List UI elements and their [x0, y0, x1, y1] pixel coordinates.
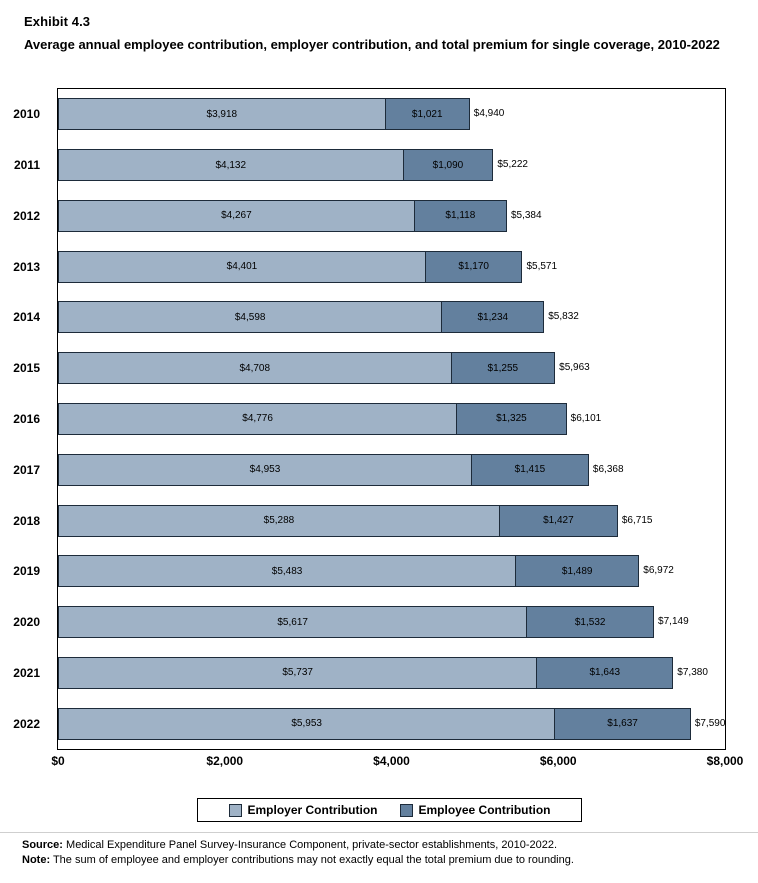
bar-segment-employee: [499, 505, 618, 537]
bar-total-label: $7,149: [658, 616, 689, 628]
bar-row: [13, 241, 725, 292]
x-axis-tick-label: $4,000: [373, 754, 410, 768]
rounding-note: [22, 853, 742, 868]
bar-segment-employer: [58, 251, 425, 283]
legend-item-employee: [400, 803, 551, 817]
bar-rows: [13, 89, 726, 749]
bar-total-label: $6,101: [570, 412, 602, 424]
y-axis-tick-label: 2015: [13, 361, 40, 376]
bar-segment-employee: [451, 352, 556, 384]
footer-divider: [0, 832, 758, 833]
source-note: [22, 838, 742, 853]
bar-value-label-employer: $5,617: [277, 616, 308, 628]
bar-row: [13, 698, 726, 749]
bar-total-label: $5,384: [510, 209, 542, 221]
bar-segment-employer: [58, 708, 554, 740]
bar-row: [13, 597, 725, 648]
stacked-bar: [58, 403, 567, 435]
chart-legend: [197, 798, 582, 822]
bar-segment-employer: [58, 454, 471, 486]
y-axis-tick-label: 2019: [13, 564, 40, 579]
stacked-bar: [58, 606, 654, 638]
bar-segment-employee: [456, 403, 566, 435]
bar-total-label: $5,832: [548, 311, 579, 323]
stacked-bar: [58, 657, 673, 689]
bar-value-label-employee: $1,090: [432, 159, 464, 171]
y-axis-tick-label: 2017: [13, 462, 40, 477]
bar-segment-employer: [58, 98, 385, 130]
stacked-bar: [58, 301, 544, 333]
bar-value-label-employee: $1,427: [543, 515, 574, 527]
y-axis-tick-label: 2014: [13, 310, 40, 325]
legend-item-employer: [229, 803, 378, 817]
chart-title: Average annual employee contribution, employer contribution, and total premium for single coverage, 2010-2022: [24, 37, 720, 52]
bar-value-label-employee: $1,255: [487, 362, 519, 374]
bar-segment-employee: [385, 98, 470, 130]
bar-value-label-employer: $5,737: [282, 667, 313, 679]
stacked-bar: [58, 200, 507, 232]
legend-label-employee: Employee Contribution: [418, 803, 551, 817]
bar-value-label-employee: $1,532: [574, 616, 606, 628]
bar-row: [13, 444, 725, 495]
bar-row: [13, 647, 725, 698]
bar-total-label: $6,972: [643, 565, 674, 577]
bar-value-label-employee: $1,021: [411, 108, 443, 120]
bar-value-label-employer: $5,953: [291, 718, 322, 730]
bar-total-label: $7,590: [694, 717, 726, 729]
bar-segment-employee: [536, 657, 673, 689]
x-axis-tick-label: $6,000: [539, 754, 577, 768]
bar-value-label-employer: $5,288: [263, 515, 295, 527]
exhibit-label: Exhibit 4.3: [24, 14, 91, 29]
x-axis-tick-label: $0: [51, 754, 65, 768]
bar-segment-employee: [414, 200, 507, 232]
stacked-bar: [58, 251, 522, 283]
stacked-bar: [58, 149, 493, 181]
bar-value-label-employer: $4,776: [242, 413, 273, 425]
bar-segment-employer: [58, 403, 456, 435]
stacked-bar: [58, 555, 639, 587]
y-axis-tick-label: 2022: [13, 716, 40, 731]
bar-value-label-employer: $4,267: [221, 210, 252, 222]
bar-value-label-employee: $1,170: [458, 261, 489, 273]
bar-value-label-employer: $4,401: [226, 261, 258, 273]
bar-value-label-employee: $1,325: [496, 413, 527, 425]
x-axis-tick-label: $2,000: [206, 754, 244, 768]
bar-segment-employer: [58, 657, 536, 689]
stacked-bar: [58, 454, 589, 486]
bar-value-label-employer: $4,598: [234, 311, 266, 323]
x-axis: [0, 754, 758, 774]
bar-value-label-employee: $1,118: [445, 210, 476, 222]
bar-total-label: $7,380: [677, 666, 708, 678]
note-text: The sum of employee and employer contributions may not exactly equal the total premium due to rounding.: [50, 854, 574, 866]
legend-label-employer: Employer Contribution: [247, 803, 378, 817]
bar-segment-employee: [515, 555, 639, 587]
bar-row: [13, 292, 725, 343]
y-axis-tick-label: 2018: [13, 513, 40, 528]
y-axis-tick-label: 2012: [13, 208, 40, 223]
y-axis-tick-label: 2010: [13, 107, 40, 122]
bar-total-label: $5,571: [526, 260, 558, 272]
stacked-bar: [58, 352, 555, 384]
bar-value-label-employee: $1,489: [561, 565, 593, 577]
bar-segment-employee: [441, 301, 544, 333]
bar-segment-employer: [58, 200, 414, 232]
bar-segment-employee: [526, 606, 654, 638]
bar-segment-employer: [58, 505, 499, 537]
bar-total-label: $5,222: [497, 159, 528, 171]
bar-total-label: $5,963: [559, 362, 590, 374]
bar-value-label-employer: $4,132: [215, 159, 247, 171]
bar-row: [13, 546, 725, 597]
x-axis-tick-label: $8,000: [706, 754, 744, 768]
y-axis-tick-label: 2020: [13, 615, 40, 630]
bar-row: [13, 191, 725, 242]
bar-value-label-employer: $5,483: [271, 565, 303, 577]
bar-segment-employer: [58, 352, 451, 384]
stacked-bar: [58, 708, 691, 740]
source-label: Source:: [22, 839, 63, 851]
y-axis-tick-label: 2016: [13, 411, 40, 426]
source-text: Medical Expenditure Panel Survey-Insurance Component, private-sector establishments, 2010-2022.: [62, 839, 558, 851]
bar-segment-employer: [58, 555, 515, 587]
bar-value-label-employee: $1,637: [607, 718, 638, 730]
bar-segment-employer: [58, 606, 526, 638]
bar-total-label: $4,940: [473, 108, 505, 120]
bar-value-label-employer: $4,708: [239, 362, 271, 374]
footnotes: [22, 838, 742, 868]
bar-value-label-employee: $1,415: [514, 464, 546, 476]
bar-value-label-employer: $4,953: [249, 464, 281, 476]
bar-segment-employee: [471, 454, 589, 486]
stacked-bar: [58, 98, 470, 130]
stacked-bar: [58, 505, 618, 537]
bar-row: [13, 89, 725, 140]
y-axis-tick-label: 2013: [13, 259, 40, 274]
bar-value-label-employer: $3,918: [206, 108, 238, 120]
legend-swatch-employer-icon: [229, 804, 242, 817]
bar-total-label: $6,368: [592, 463, 624, 475]
bar-segment-employee: [554, 708, 690, 740]
bar-total-label: $6,715: [621, 514, 653, 526]
note-label: Note:: [22, 854, 51, 866]
y-axis-tick-label: 2011: [13, 158, 40, 173]
bar-row: [13, 394, 725, 445]
bar-segment-employer: [58, 149, 403, 181]
bar-value-label-employee: $1,643: [589, 667, 621, 679]
bar-segment-employee: [403, 149, 494, 181]
bar-value-label-employee: $1,234: [477, 311, 509, 323]
y-axis-tick-label: 2021: [13, 665, 40, 680]
legend-swatch-employee-icon: [400, 804, 413, 817]
bar-segment-employee: [425, 251, 523, 283]
bar-segment-employer: [58, 301, 441, 333]
bar-row: [13, 495, 725, 546]
bar-row: [13, 140, 725, 191]
bar-row: [13, 343, 725, 394]
